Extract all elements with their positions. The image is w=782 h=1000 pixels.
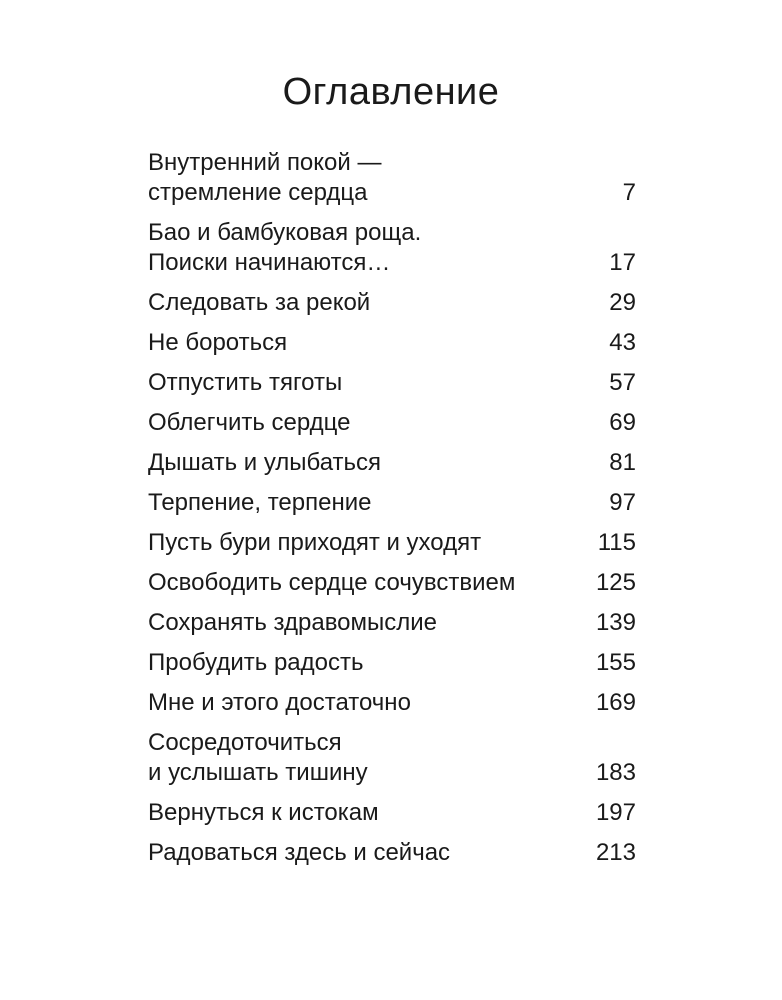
toc-entry-title bbox=[148, 448, 381, 478]
toc-page-number: 155 bbox=[595, 649, 636, 676]
toc-entry bbox=[148, 288, 636, 318]
toc-page-number: 69 bbox=[609, 409, 636, 436]
toc-page-number: 29 bbox=[609, 289, 636, 316]
toc-entry-title-line: Терпение, терпение bbox=[148, 489, 372, 516]
toc-entry-title-line: Освободить сердце сочувствием bbox=[148, 569, 516, 596]
toc-page-number: 97 bbox=[609, 489, 636, 516]
toc-page-number: 197 bbox=[595, 799, 636, 826]
toc-entry-title-line: Пробудить радость bbox=[148, 649, 364, 676]
toc-entry-title-line: стремление сердца bbox=[148, 179, 368, 206]
toc-entry-title-line: Бао и бамбуковая роща. bbox=[148, 219, 422, 246]
toc-entry-title-line: Вернуться к истокам bbox=[148, 799, 379, 826]
toc-page-number: 43 bbox=[609, 329, 636, 356]
toc-entry-title-line: Мне и этого достаточно bbox=[148, 689, 411, 716]
toc-entry-title-line: Сохранять здравомыслие bbox=[148, 609, 438, 636]
toc-entry-title bbox=[148, 608, 437, 638]
toc-entry-title-line: Сосредоточиться bbox=[148, 729, 342, 756]
toc-entry-title bbox=[148, 328, 287, 358]
toc-entry-title bbox=[148, 288, 370, 318]
toc-entry bbox=[148, 568, 636, 598]
toc-entry-title bbox=[148, 648, 363, 678]
toc-page-number: 139 bbox=[595, 609, 636, 636]
toc-entry-title bbox=[148, 408, 351, 438]
toc-entry-title bbox=[148, 218, 421, 278]
toc-entry bbox=[148, 148, 636, 208]
toc-entry-title-line: Отпустить тяготы bbox=[148, 369, 343, 396]
toc-page-number: 81 bbox=[609, 449, 636, 476]
toc-entry bbox=[148, 608, 636, 638]
toc-entry-title bbox=[148, 488, 371, 518]
toc-entry bbox=[148, 838, 636, 868]
toc-entry-title bbox=[148, 568, 515, 598]
toc-entry-title-line: Поиски начинаются… bbox=[148, 249, 391, 276]
toc-entry-title bbox=[148, 838, 450, 868]
toc-entry-title-line: Дышать и улыбаться bbox=[148, 449, 382, 476]
toc-page-number: 183 bbox=[595, 759, 636, 786]
toc-entry-title-line: Пусть бури приходят и уходят bbox=[148, 529, 482, 556]
toc-entry-title-line: Радоваться здесь и сейчас bbox=[148, 839, 451, 866]
toc-page-number: 169 bbox=[595, 689, 636, 716]
toc-entry-title-line: и услышать тишину bbox=[148, 759, 368, 786]
toc-page-number: 213 bbox=[595, 839, 636, 866]
toc-entry bbox=[148, 448, 636, 478]
toc-entry bbox=[148, 368, 636, 398]
toc-entry-title bbox=[148, 688, 411, 718]
toc-entry bbox=[148, 728, 636, 788]
toc-entry-title-line: Не бороться bbox=[148, 329, 288, 356]
page-title: Оглавление bbox=[282, 71, 500, 113]
toc-page-number: 17 bbox=[609, 249, 636, 276]
toc-entry bbox=[148, 408, 636, 438]
toc-entry-title bbox=[148, 798, 379, 828]
table-of-contents bbox=[148, 148, 636, 878]
toc-entry bbox=[148, 648, 636, 678]
toc-entry-title-line: Внутренний покой — bbox=[148, 149, 382, 176]
toc-page-number: 125 bbox=[595, 569, 636, 596]
toc-entry-title-line: Облегчить сердце bbox=[148, 409, 351, 436]
toc-entry-title-line: Следовать за рекой bbox=[148, 289, 371, 316]
toc-entry bbox=[148, 798, 636, 828]
toc-entry bbox=[148, 528, 636, 558]
toc-entry-title bbox=[148, 148, 381, 208]
toc-entry bbox=[148, 328, 636, 358]
toc-entry bbox=[148, 488, 636, 518]
toc-page-number: 7 bbox=[622, 179, 636, 206]
toc-page-number: 57 bbox=[609, 369, 636, 396]
toc-entry bbox=[148, 688, 636, 718]
toc-entry-title bbox=[148, 368, 342, 398]
toc-entry bbox=[148, 218, 636, 278]
toc-entry-title bbox=[148, 528, 481, 558]
toc-page-number: 115 bbox=[597, 529, 636, 556]
toc-entry-title bbox=[148, 728, 368, 788]
